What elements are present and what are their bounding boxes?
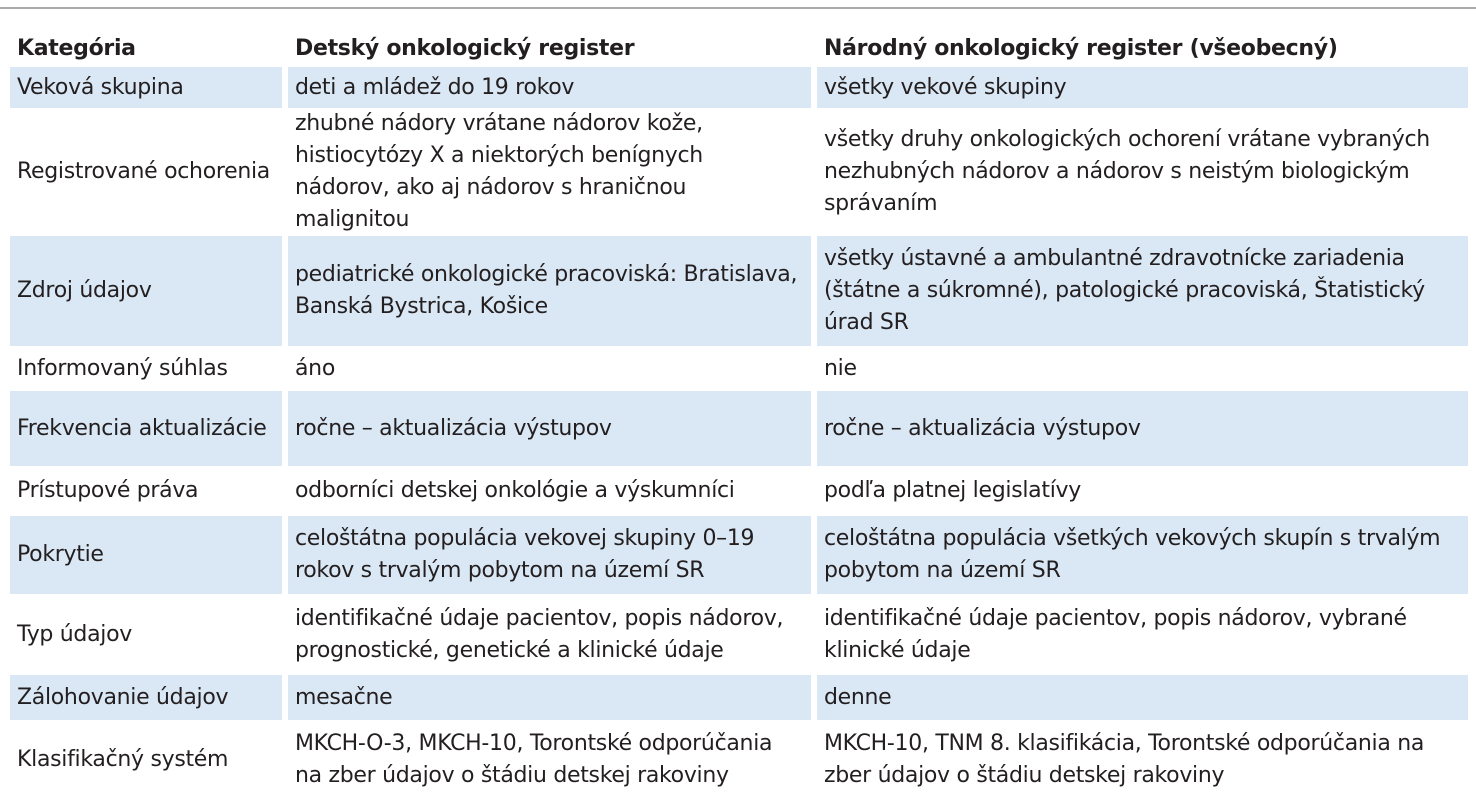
row-childrens-value: ročne – aktualizácia výstupov <box>288 391 811 466</box>
row-category: Klasifikačný systém <box>17 746 229 772</box>
row-national-value: identifikačné údaje pacientov, popis nádorov, vybrané klinické údaje <box>824 605 1407 663</box>
row-national-value: všetky vekové skupiny <box>817 67 1468 108</box>
table-row <box>10 594 1468 675</box>
row-national-value: všetky ústavné a ambulantné zdravotnícke zariadenia (štátne a súkromné), patologické pracoviská, Štatistický úrad SR <box>817 236 1468 346</box>
row-childrens-value: mesačne <box>288 675 811 720</box>
row-category: Pokrytie <box>10 516 282 594</box>
header-national-registry: Národný onkologický register (všeobecný) <box>824 36 1338 61</box>
row-category: Frekvencia aktualizácie <box>10 391 282 466</box>
row-category: Zálohovanie údajov <box>10 675 282 720</box>
row-category: Typ údajov <box>17 621 132 647</box>
row-category: Zdroj údajov <box>10 236 282 346</box>
row-childrens-value: MKCH-O-3, MKCH-10, Torontské odporúčania na zber údajov o štádiu detskej rakoviny <box>295 730 773 788</box>
row-childrens-value: deti a mládež do 19 rokov <box>288 67 811 108</box>
row-category: Informovaný súhlas <box>17 355 228 381</box>
row-national-value: denne <box>817 675 1468 720</box>
table-row <box>10 346 1468 391</box>
registry-comparison-table <box>4 29 1474 799</box>
table-row <box>10 466 1468 516</box>
row-national-value: ročne – aktualizácia výstupov <box>817 391 1468 466</box>
row-national-value: všetky druhy onkologických ochorení vrátane vybraných nezhubných nádorov a nádorov s neistým biologickým správaním <box>824 127 1430 216</box>
header-category: Kategória <box>17 36 136 61</box>
row-childrens-value: pediatrické onkologické pracoviská: Bratislava, Banská Bystrica, Košice <box>288 236 811 346</box>
table-row <box>10 675 1468 720</box>
table-header-row <box>10 29 1468 67</box>
row-national-value: podľa platnej legislatívy <box>824 478 1081 503</box>
row-childrens-value: celoštátna populácia vekovej skupiny 0–19 rokov s trvalým pobytom na území SR <box>288 516 811 594</box>
row-national-value: celoštátna populácia všetkých vekových skupín s trvalým pobytom na území SR <box>817 516 1468 594</box>
row-childrens-value: zhubné nádory vrátane nádorov kože, histiocytózy X a niektorých benígnych nádorov, ako aj nádorov s hraničnou malignitou <box>295 111 703 232</box>
row-national-value: MKCH-10, TNM 8. klasifikácia, Torontské odporúčania na zber údajov o štádiu detskej rakoviny <box>824 730 1425 788</box>
table-row <box>10 391 1468 466</box>
table-row <box>10 236 1468 346</box>
row-national-value: nie <box>824 355 857 381</box>
table-row <box>10 720 1468 799</box>
row-childrens-value: áno <box>295 355 335 381</box>
row-category: Prístupové práva <box>17 478 199 503</box>
top-rule <box>0 7 1476 9</box>
table-row <box>10 516 1468 594</box>
table-row <box>10 108 1468 236</box>
row-childrens-value: identifikačné údaje pacientov, popis nádorov, prognostické, genetické a klinické údaje <box>295 605 784 663</box>
header-childrens-registry: Detský onkologický register <box>295 36 635 61</box>
row-category: Registrované ochorenia <box>17 159 270 184</box>
table-row <box>10 67 1468 108</box>
row-childrens-value: odborníci detskej onkológie a výskumníci <box>295 478 735 503</box>
row-category: Veková skupina <box>10 67 282 108</box>
